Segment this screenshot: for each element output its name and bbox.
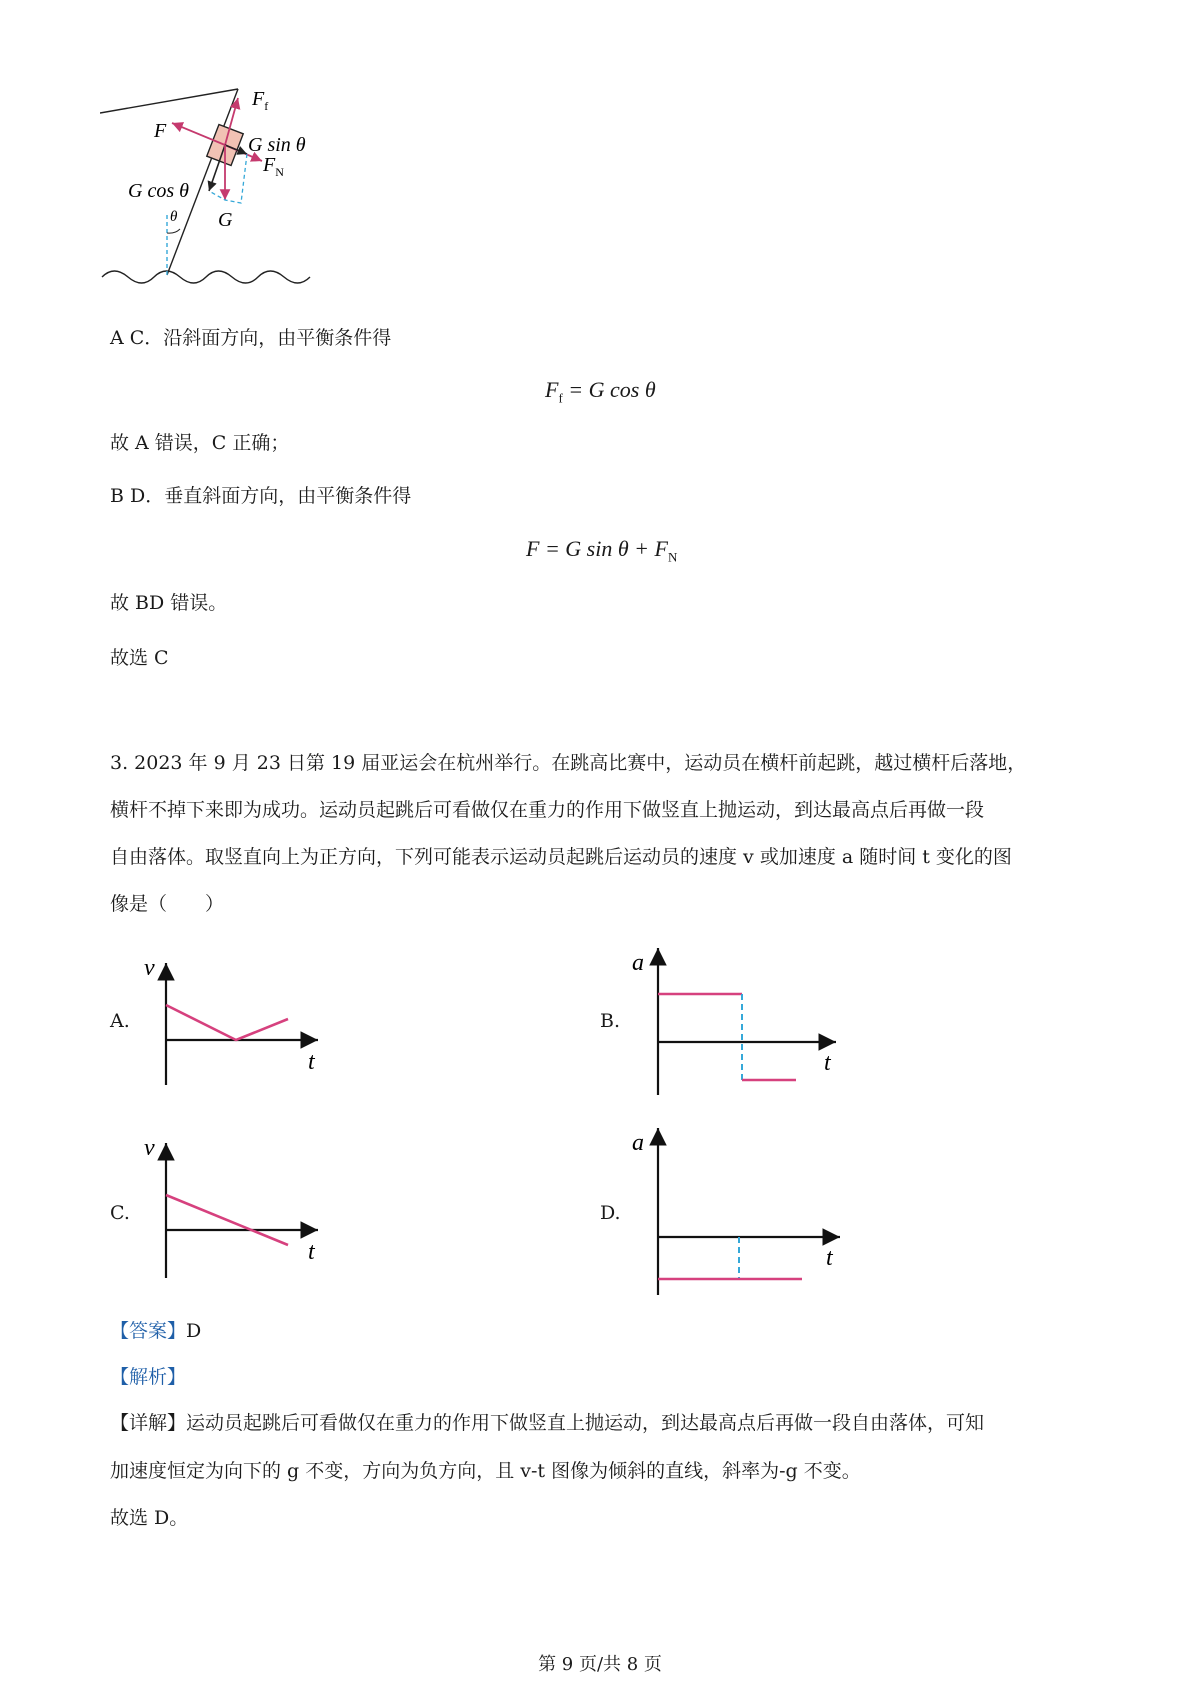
bd-conclusion: 故 BD 错误。: [110, 592, 228, 614]
force-diagram: [100, 85, 350, 305]
option-c-line: [166, 1195, 288, 1245]
option-a-x-label: t: [308, 1049, 315, 1075]
question3-line2: 横杆不掉下来即为成功。运动员起跳后可看做仅在重力的作用下做竖直上抛运动，到达最高点后再做一段: [110, 799, 985, 821]
label-fn: $F_N$: [263, 154, 284, 179]
option-b-label: B.: [600, 1010, 621, 1032]
option-a-y-label: v: [144, 955, 155, 981]
option-d-x-label: t: [826, 1245, 833, 1271]
option-a-graph: [140, 955, 330, 1095]
option-b-y-label: a: [632, 950, 644, 976]
page-footer: 第 9 页/共 8 页: [538, 1654, 662, 1675]
ac-conclusion: 故 A 错误，C 正确；: [110, 432, 290, 454]
option-b-graph: [628, 940, 848, 1100]
label-f: F: [154, 120, 167, 142]
question3-line1: 3. 2023 年 9 月 23 日第 19 届亚运会在杭州举行。在跳高比赛中，运动员在横杆前起跳，越过横杆后落地，: [110, 752, 1027, 774]
detail-tag: 【详解】: [110, 1412, 187, 1434]
option-b-x-label: t: [824, 1050, 831, 1076]
choice-c: 故选 C: [110, 647, 169, 669]
option-a-line: [166, 1005, 288, 1040]
option-d-y-label: a: [632, 1130, 644, 1156]
water-wave: [102, 271, 310, 283]
bd-text: B D．垂直斜面方向，由平衡条件得: [110, 485, 412, 507]
analysis-tag: 【解析】: [110, 1366, 187, 1388]
option-c-x-label: t: [308, 1239, 315, 1265]
label-gsin: G sin θ: [248, 134, 306, 156]
analysis-line: [110, 1364, 186, 1390]
option-d-label: D.: [600, 1202, 621, 1224]
detail-line1: [110, 1410, 984, 1436]
label-theta: θ: [170, 209, 178, 225]
option-a-label: A.: [110, 1010, 130, 1032]
option-c-label: C.: [110, 1202, 130, 1224]
answer-tag: 【答案】: [110, 1320, 187, 1342]
formula-f: F = G $\sin \theta + F_N$: [526, 536, 678, 565]
label-ff: $F_f$: [252, 88, 269, 113]
incline-top-edge: [100, 89, 238, 113]
theta-arc: [167, 229, 180, 233]
answer-line: [110, 1318, 201, 1344]
formula-ff: $F_f = G$ cos θ: [545, 377, 656, 406]
detail-text1: 运动员起跳后可看做仅在重力的作用下做竖直上抛运动，到达最高点后再做一段自由落体，可知: [186, 1412, 985, 1434]
label-gcos: G cos θ: [128, 180, 189, 202]
choice-d: 故选 D。: [110, 1507, 189, 1529]
ac-text: A C．沿斜面方向，由平衡条件得: [110, 327, 392, 349]
label-g: G: [218, 209, 233, 231]
question3-line4: 像是（ ）: [110, 893, 225, 915]
question3-line3: 自由落体。取竖直向上为正方向，下列可能表示运动员起跳后运动员的速度 v 或加速度 a 随时间 t 变化的图: [110, 846, 1012, 868]
option-d-graph: [628, 1120, 848, 1300]
option-c-graph: [140, 1135, 330, 1285]
option-c-y-label: v: [144, 1135, 155, 1161]
answer-value: D: [186, 1320, 202, 1342]
detail-line2: 加速度恒定为向下的 g 不变，方向为负方向，且 v-t 图像为倾斜的直线，斜率为-g 不变。: [110, 1460, 861, 1482]
